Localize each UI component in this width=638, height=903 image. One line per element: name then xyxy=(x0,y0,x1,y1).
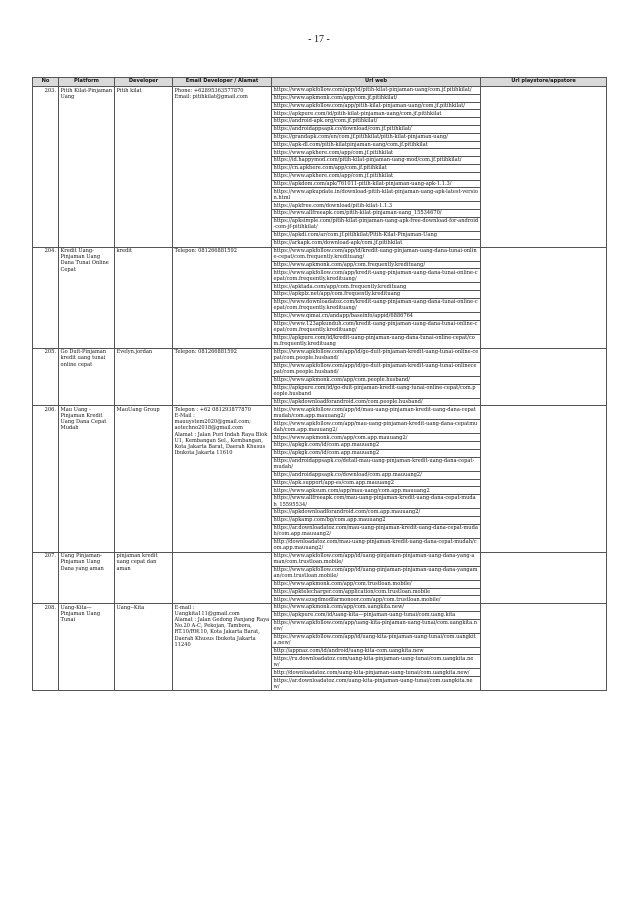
contact-cell xyxy=(173,552,272,603)
url-link[interactable]: https://apkdownloadforandroid.com/com.people.husband/ xyxy=(273,398,423,405)
url-web-cell xyxy=(272,552,481,603)
url-link[interactable]: https://apkamp.com/bg/com.app.mauuang2 xyxy=(273,517,386,524)
url-playstore-cell xyxy=(481,406,607,552)
platform-cell: Pitih Kilat-Pinjaman Uang xyxy=(59,87,115,248)
url-link[interactable]: https://www.apkfollow.com/app/kredit-uang-pinjaman-uang-dana-tunai-online-cepat/com.frequently.kredituang/ xyxy=(273,269,478,282)
url-link[interactable]: https://www.apkfollow.com/app/id/uang-pinjaman-pinjaman-uang-dana-yangaman/com.trustloan.mobile/ xyxy=(273,567,478,580)
url-link[interactable]: https://apkpure.com/id/uang-kita—pinjaman-uang-tunai/com.uang.kita xyxy=(273,612,456,619)
url-link[interactable]: https://www.apkfollow.com/app/id/uang-pinjaman-pinjaman-uang-dana-yang-aman/com.trustloan.mobile/ xyxy=(273,553,475,566)
url-line xyxy=(272,126,480,134)
url-line xyxy=(272,377,480,385)
url-link[interactable]: https://apkpure.com/id/pitih-kilat-pinjaman-uang/com.jf.pitihkilat xyxy=(273,110,442,117)
url-link[interactable]: https://www.123apkunduh.com/kredit-uang-pinjaman-uang-dana-tunai-online-cepat/com.frequently.kredituang/ xyxy=(273,321,478,334)
url-link[interactable]: https://id.happymod.com/pitih-kilat-pinjaman-uang-mod/com.jf.pitihkilat/ xyxy=(273,157,462,164)
url-link[interactable]: http://downloadatoz.com/mau-uang-pinjaman-kredit-uang-dana-cepat-mudah/com.app.mauuang2/ xyxy=(273,539,477,552)
page-number: - 17 - xyxy=(308,34,330,45)
url-link[interactable]: https://www.allfreeapk.com/mau-uang-pinjaman-kredit-uang-dana-cepat-mudah_15595534/ xyxy=(273,495,476,508)
table-row xyxy=(33,247,607,348)
url-line xyxy=(272,634,480,648)
url-line xyxy=(272,525,480,539)
url-line xyxy=(272,480,480,488)
app-listing-table xyxy=(32,77,607,691)
table-row xyxy=(33,87,607,248)
url-link[interactable]: https://arkapk.com/download-apk/com.jf.pitihkilat xyxy=(273,240,403,247)
url-line xyxy=(272,567,480,581)
url-line xyxy=(272,434,480,442)
contact-cell: Telepon : +62 081293877870 E-Mail : mauuystem2020@gmail.com; aotechno2018@gmail.com Alamat : Jalan Puri Indah Raya Blok U1, Kembangan Sel., Kembangan, Kota Jakarta Barat, Daerah Khusus Ibukota Jakarta 11610 xyxy=(173,406,272,552)
url-line xyxy=(272,363,480,377)
url-line xyxy=(272,509,480,517)
url-line xyxy=(272,450,480,458)
url-line xyxy=(272,103,480,111)
url-link[interactable]: https://www.apkfollow.com/app/id/go-duit-pinjaman-kredit-uang-tunai-online-cepat/com.people.husband/ xyxy=(273,349,479,362)
url-line xyxy=(272,472,480,480)
url-link[interactable]: https://www.apkmonk.com/app/com.uangkita.new/ xyxy=(273,604,405,611)
url-playstore-cell xyxy=(481,348,607,406)
url-line xyxy=(272,142,480,150)
table-row xyxy=(33,552,607,603)
url-line xyxy=(272,495,480,509)
url-link[interactable]: https://apkdi.com/ar/com.jf.pitihkilat/Pitih-Kilat-Pinjaman-Uang xyxy=(273,232,438,239)
table-row xyxy=(33,406,607,552)
row-number: 207. xyxy=(33,552,59,603)
platform-cell: Go Duit-Pinjaman kredit uang tunai online cepat xyxy=(59,348,115,406)
url-line xyxy=(272,458,480,472)
url-link[interactable]: https://android-apk.org/com.jf.pitihkilat/ xyxy=(273,118,378,125)
url-line xyxy=(272,581,480,589)
url-link[interactable]: http://appnaz.com/id/android/uang-kita-com.uangkita.new xyxy=(273,647,424,654)
url-link[interactable]: https://www.apkmonk.com/app/com.app.mauuang2/ xyxy=(273,434,408,441)
url-line xyxy=(272,399,480,406)
table-row xyxy=(33,604,607,691)
url-link[interactable]: https://cn.apkhere.com/app/com.jf.pitihkilat xyxy=(273,165,387,172)
url-playstore-cell xyxy=(481,552,607,603)
developer-cell: kredit xyxy=(115,247,173,348)
contact-cell: Telepon: 081266881592 xyxy=(173,247,272,348)
url-link[interactable]: https://apkplz.net/app/com.frequently.kredituang xyxy=(273,291,401,298)
url-line xyxy=(272,240,480,247)
url-line xyxy=(272,110,480,118)
url-line xyxy=(272,612,480,620)
col-header-no: No xyxy=(33,78,59,87)
developer-cell: MauUang Group xyxy=(115,406,173,552)
row-number: 208. xyxy=(33,604,59,691)
url-line xyxy=(272,596,480,603)
url-link[interactable]: https://androidappsapk.co/detail-mau-uang-pinjaman-kredit-uang-dana-cepat-mudah/ xyxy=(273,458,475,471)
url-line xyxy=(272,173,480,181)
url-link[interactable]: https://androidappsapk.co/download/com.jf.pitihkilat/ xyxy=(273,126,412,133)
url-line xyxy=(272,385,480,399)
url-line xyxy=(272,406,480,420)
url-line xyxy=(272,517,480,525)
url-line xyxy=(272,283,480,291)
url-line xyxy=(272,648,480,656)
url-line xyxy=(272,149,480,157)
url-line xyxy=(272,349,480,363)
url-playstore-cell xyxy=(481,87,607,248)
developer-cell: Uang--Kita xyxy=(115,604,173,691)
url-link[interactable]: https://androidappsapk.co/download/com.app.mauuang2/ xyxy=(273,472,422,479)
row-number: 204. xyxy=(33,247,59,348)
contact-cell: E-mail : Uangkita111@gmail.com Alamat : Jalan Gedong Panjang Raya No.20 A-C, Pekojan, Tambora, RT.10/RW.10, Kota Jakarta Barat, Daerah Khusus Ibukota Jakarta 11240 xyxy=(173,604,272,691)
url-line xyxy=(272,188,480,202)
url-line xyxy=(272,291,480,299)
contact-cell: Telepon: 081266881592 xyxy=(173,348,272,406)
url-line xyxy=(272,262,480,270)
url-link[interactable]: https://apksimple.com/pitih-kilat-pinjaman-uang-apk-free-download-for-android-com-jf-pitihkilat/ xyxy=(273,218,479,231)
url-link[interactable]: https://www.qimai.cn/andapp/baseinfo/appid/6886764 xyxy=(273,313,414,320)
url-link[interactable]: https://www.apkfollow.com/app/id/uang-kita-pinjaman-uang-tunai/com.uangkita.new/ xyxy=(273,633,476,647)
url-line xyxy=(272,655,480,669)
url-line xyxy=(272,269,480,283)
row-number: 203. xyxy=(33,87,59,248)
url-link[interactable]: https://ru.downloadatoz.com/uang-kita-pinjaman-uang-tunai/com.uangkita.new/ xyxy=(273,655,474,668)
url-link[interactable]: https://apkdownloadforandroid.com/com.app.mauuang2/ xyxy=(273,509,421,516)
url-line xyxy=(272,87,480,95)
url-link[interactable]: https://www.ezsgdmodfarmonoor.com/app/com.trustloan.mobile/ xyxy=(273,596,441,603)
url-line xyxy=(272,218,480,232)
url-link[interactable]: https://www.apkfollow.com/app/id/go-duit-pinjaman-kredit-uang-tunai-onlinecepat/com.people.husband/ xyxy=(273,363,477,376)
url-link[interactable]: https://apk.support/app-es/com.app.mauuang2 xyxy=(273,479,394,486)
url-line xyxy=(272,553,480,567)
url-line xyxy=(272,335,480,348)
row-number: 205. xyxy=(33,348,59,406)
url-link[interactable]: https://www.apkhere.com/app/com.jf.pitihkilat xyxy=(273,149,394,156)
platform-cell: Uang Pinjaman-Pinjaman Uang Dana yang aman xyxy=(59,552,115,603)
url-line xyxy=(272,669,480,677)
developer-cell: pinjaman kredit uang cepat dan aman xyxy=(115,552,173,603)
url-line xyxy=(272,248,480,262)
url-link[interactable]: https://www.apkmonk.com/app/com.people.husband/ xyxy=(273,377,410,384)
url-line xyxy=(272,420,480,434)
col-header-email-address: Email Developer / Alamat xyxy=(173,78,272,87)
platform-cell: Uang-Kita—Pinjaman Uang Tunai xyxy=(59,604,115,691)
url-link[interactable]: https://www.apkfollow.com/app/id/mau-uang-pinjaman-kredit-uang-dana-cepatmudah/com.app.mauuang2/ xyxy=(273,406,476,419)
url-line xyxy=(272,487,480,495)
url-link[interactable]: https://grandapk.com/en/com.jf.pitihkilat/pitih-kilat-pinjaman-uang/ xyxy=(273,134,448,141)
url-link[interactable]: https://apktada.com/app/com.frequently.kredituang xyxy=(273,283,407,290)
table-header-row xyxy=(33,78,607,87)
url-link[interactable]: http://downloadatoz.com/uang-kita-pinjaman-uang-tunai/com.uangkita.new/ xyxy=(273,669,470,676)
url-link[interactable]: https://www.apkmonk.com/app/com.frequently.kredituang/ xyxy=(273,261,426,268)
url-link[interactable]: https://www.apkupdate.in/download-pitih-kilat-pinjaman-uang-apk-latest-version.html xyxy=(273,188,478,201)
col-header-platform: Platform xyxy=(59,78,115,87)
col-header-developer: Developer xyxy=(115,78,173,87)
url-line xyxy=(272,165,480,173)
url-line xyxy=(272,181,480,189)
url-link[interactable]: https://www.apkfollow.com/app/pitih-kilat-pinjaman-uang/com.jf.pitihkilat/ xyxy=(273,102,465,109)
platform-cell: Mau Uang - Pinjaman Kredit Uang Dana Cepat Mudah xyxy=(59,406,115,552)
developer-cell: Pitih kilat xyxy=(115,87,173,248)
url-web-cell xyxy=(272,604,481,691)
url-line xyxy=(272,157,480,165)
url-line xyxy=(272,442,480,450)
url-playstore-cell xyxy=(481,604,607,691)
url-line xyxy=(272,232,480,240)
url-line xyxy=(272,210,480,218)
url-line xyxy=(272,202,480,210)
url-link[interactable]: https://apktelecharger.com/application/com.trustloan.mobile xyxy=(273,588,431,595)
url-link[interactable]: https://apk-dl.com/pitih-kilatpinjaman-uang/com.jf.pitihkilat xyxy=(273,141,428,148)
url-web-cell xyxy=(272,348,481,406)
url-link[interactable]: https://ar.downloadatoz.com/uang-kita-pinjaman-uang-tunai/com.uangkita.new/ xyxy=(273,677,473,690)
platform-cell: Kredit Uang-Pinjaman Uang Dana Tunai Online Cepat xyxy=(59,247,115,348)
url-line xyxy=(272,604,480,612)
row-number: 206. xyxy=(33,406,59,552)
url-link[interactable]: https://apkgk.com/id/com.app.mauuang2 xyxy=(273,450,380,457)
url-link[interactable]: https://apkfree.com/download/pitih-kilat-1.1.3 xyxy=(273,202,393,209)
url-web-cell xyxy=(272,247,481,348)
url-line xyxy=(272,321,480,335)
url-line xyxy=(272,539,480,552)
url-web-cell xyxy=(272,87,481,248)
url-link[interactable]: https://www.downloadatoz.com/kredit-uang-pinjaman-uang-dana-tunai-online-cepat/com.frequently.kredituang/ xyxy=(273,299,478,312)
url-web-cell xyxy=(272,406,481,552)
url-line xyxy=(272,677,480,690)
url-link[interactable]: https://www.apkmonk.com/app/com.trustloan.mobile/ xyxy=(273,581,412,587)
developer-cell: Evelyn.jordan xyxy=(115,348,173,406)
url-playstore-cell xyxy=(481,247,607,348)
table-row xyxy=(33,348,607,406)
url-link[interactable]: https://ar.downloadatoz.com/mau-uang-pinjaman-kredit-uang-dana-cepat-mudah/com.app.mauuang2/ xyxy=(273,525,478,538)
url-link[interactable]: https://apkgk.com/id/com.app.mauuang2 xyxy=(273,442,380,449)
url-line xyxy=(272,299,480,313)
url-line xyxy=(272,118,480,126)
col-header-url-playstore: Url playstore/appstore xyxy=(481,78,607,87)
url-link[interactable]: https://www.apkmonk.com/app/com.jf.pitihkilat/ xyxy=(273,95,398,102)
url-line xyxy=(272,620,480,634)
url-link[interactable]: https://www.apkfollow.com/app/id/pitih-kilat-pinjaman-uang/com.jf.pitihkilat/ xyxy=(273,87,472,94)
url-link[interactable]: https://apkdom.com/apk/761011-pitih-kilat-pinjaman-uang-apk-1.1.3/ xyxy=(273,180,452,187)
url-link[interactable]: https://www.apkfollow.com/app/uang-kita-pinjaman-uang-tunai/com.uangkita.new/ xyxy=(273,619,478,633)
url-line xyxy=(272,95,480,103)
col-header-url-web: Url web xyxy=(272,78,481,87)
url-link[interactable]: https://apkpure.com/id/kredit-uang-pinjaman-uang-dana-tunai-online-cepat/com.frequently.kredituang xyxy=(273,335,475,348)
url-link[interactable]: https://www.apksum.com/app/mau-uang/com.app.mauuang2 xyxy=(273,487,430,494)
contact-cell: Phone: +62895363577870 Email: pitihkilat@gmail.com xyxy=(173,87,272,248)
url-line xyxy=(272,589,480,597)
url-link[interactable]: https://www.apkfollow.com/app/id/kredit-uang-pinjaman-uang-dana-tunai-online-cepat/com.frequently.kredituang/ xyxy=(273,247,477,261)
url-link[interactable]: https://apkpure.com/id/go-duit-pinjaman-kredit-uang-tunai-online-cepat/com.people.husband xyxy=(273,384,476,398)
url-link[interactable]: https://www.apkhere.com/app/com.jf.pitihkilat xyxy=(273,173,394,180)
url-link[interactable]: https://www.apkfollow.com/app/mau-uang-pinjaman-kredit-uang-dana-cepatmudah/com.app.mauuang2/ xyxy=(273,420,478,433)
url-line xyxy=(272,134,480,142)
url-line xyxy=(272,313,480,321)
url-link[interactable]: https://www.allfreeapk.com/pitih-kilat-pinjaman-uang_15534670/ xyxy=(273,210,442,217)
